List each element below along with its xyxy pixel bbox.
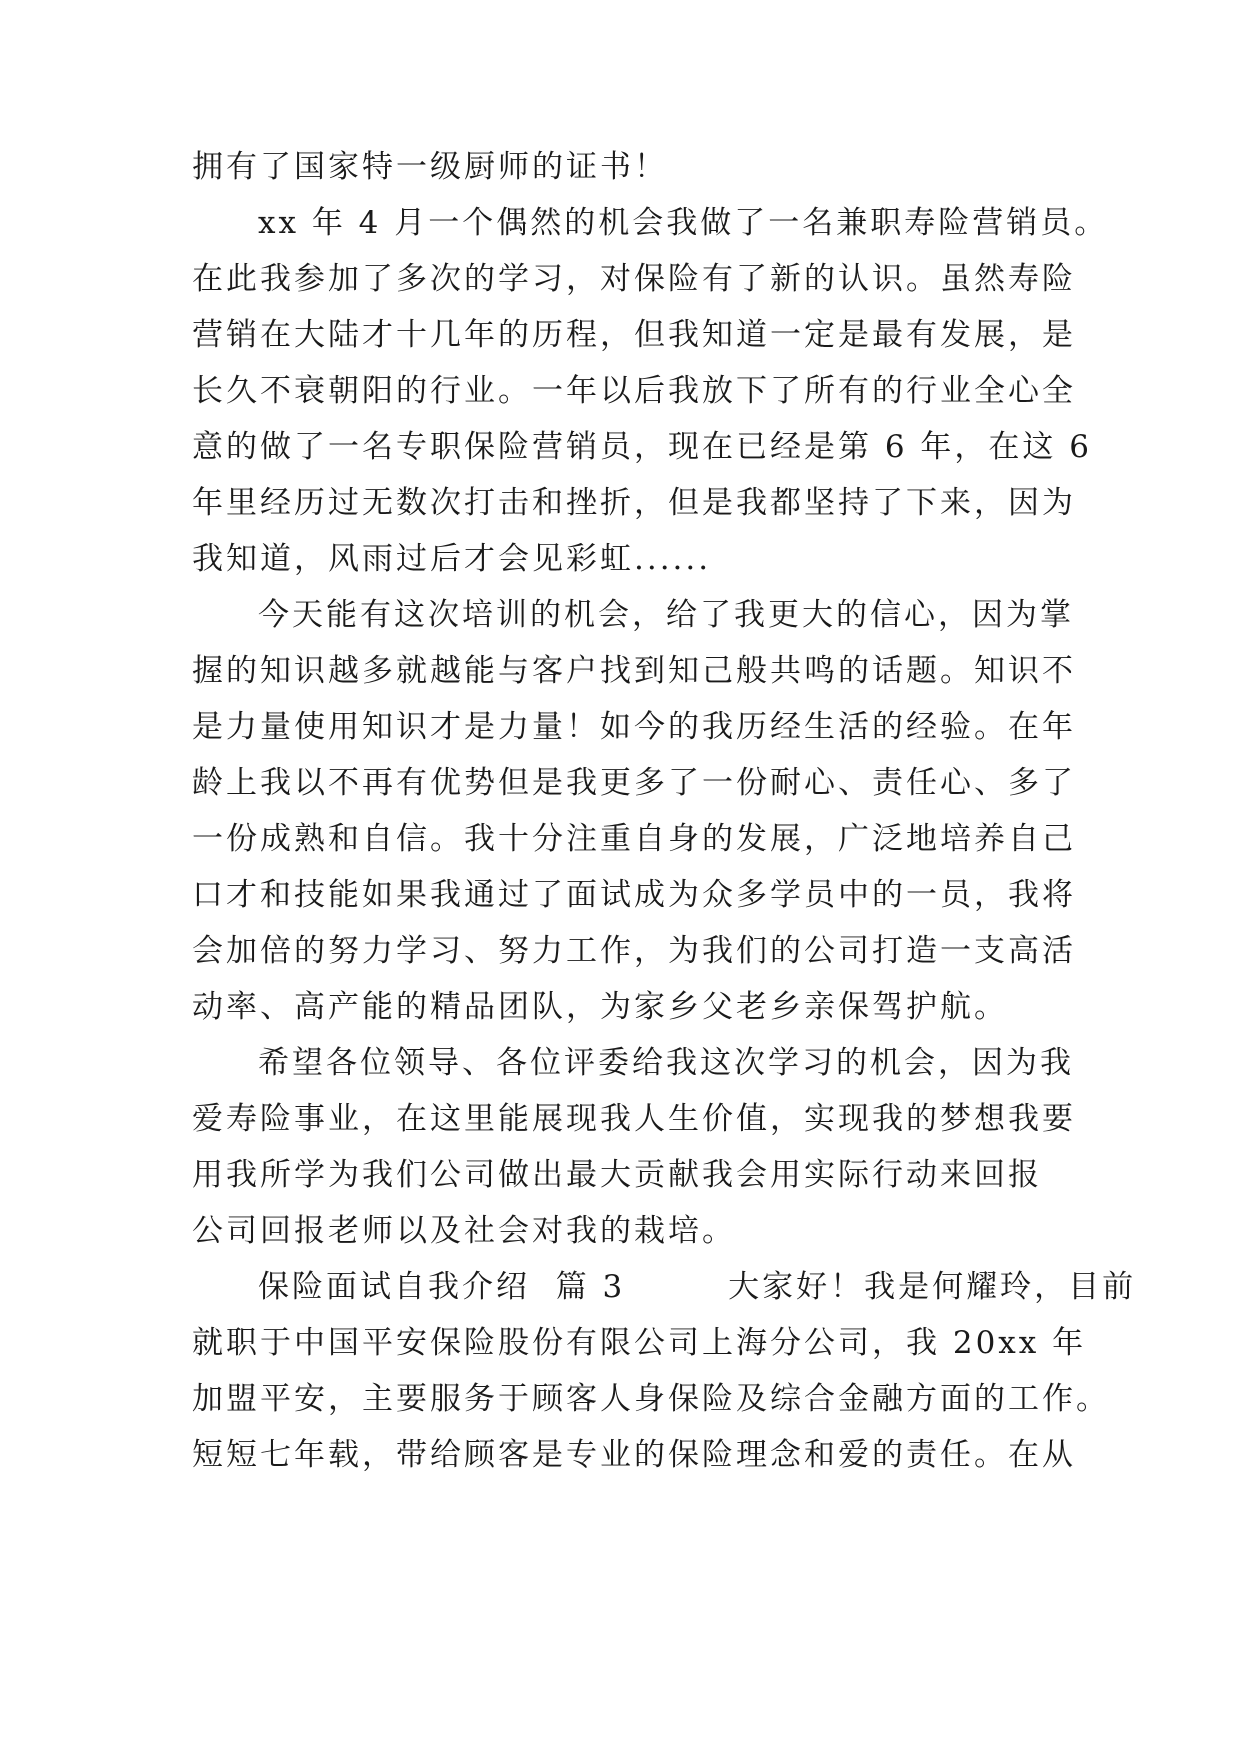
text-line: 年里经历过无数次打击和挫折，但是我都坚持了下来，因为 xyxy=(192,485,1076,521)
text-line: 长久不衰朝阳的行业。一年以后我放下了所有的行业全心全 xyxy=(192,373,1076,409)
text-line: 在此我参加了多次的学习，对保险有了新的认识。虽然寿险 xyxy=(192,261,1076,297)
text-line: 短短七年载，带给顾客是专业的保险理念和爱的责任。在从 xyxy=(192,1437,1076,1473)
text-line: 是力量使用知识才是力量！如今的我历经生活的经验。在年 xyxy=(192,709,1076,745)
text-line: 一份成熟和自信。我十分注重自身的发展，广泛地培养自己 xyxy=(192,821,1076,857)
text-line: 爱寿险事业，在这里能展现我人生价值，实现我的梦想我要 xyxy=(192,1101,1076,1137)
text-line: 营销在大陆才十几年的历程，但我知道一定是最有发展，是 xyxy=(192,317,1076,353)
text-line: 会加倍的努力学习、努力工作，为我们的公司打造一支高活 xyxy=(192,933,1076,969)
text-line: 希望各位领导、各位评委给我这次学习的机会，因为我 xyxy=(258,1045,1074,1081)
text-line: 保险面试自我介绍 篇 3 大家好！我是何耀玲，目前 xyxy=(258,1269,1137,1305)
text-line: 就职于中国平安保险股份有限公司上海分公司，我 20xx 年 xyxy=(192,1325,1087,1361)
text-line: 公司回报老师以及社会对我的栽培。 xyxy=(192,1213,736,1249)
text-line: 加盟平安，主要服务于顾客人身保险及综合金融方面的工作。 xyxy=(192,1381,1110,1417)
text-line: xx 年 4 月一个偶然的机会我做了一名兼职寿险营销员。 xyxy=(258,205,1109,241)
text-line: 意的做了一名专职保险营销员，现在已经是第 6 年，在这 6 xyxy=(192,429,1093,465)
text-line: 口才和技能如果我通过了面试成为众多学员中的一员，我将 xyxy=(192,877,1076,913)
text-line: 我知道，风雨过后才会见彩虹...... xyxy=(192,541,712,577)
text-line: 动率、高产能的精品团队，为家乡父老乡亲保驾护航。 xyxy=(192,989,1008,1025)
text-line: 龄上我以不再有优势但是我更多了一份耐心、责任心、多了 xyxy=(192,765,1076,801)
text-line: 拥有了国家特一级厨师的证书！ xyxy=(192,149,668,185)
text-line: 握的知识越多就越能与客户找到知己般共鸣的话题。知识不 xyxy=(192,653,1076,689)
text-line: 用我所学为我们公司做出最大贡献我会用实际行动来回报 xyxy=(192,1157,1042,1193)
text-line: 今天能有这次培训的机会，给了我更大的信心，因为掌 xyxy=(258,597,1074,633)
